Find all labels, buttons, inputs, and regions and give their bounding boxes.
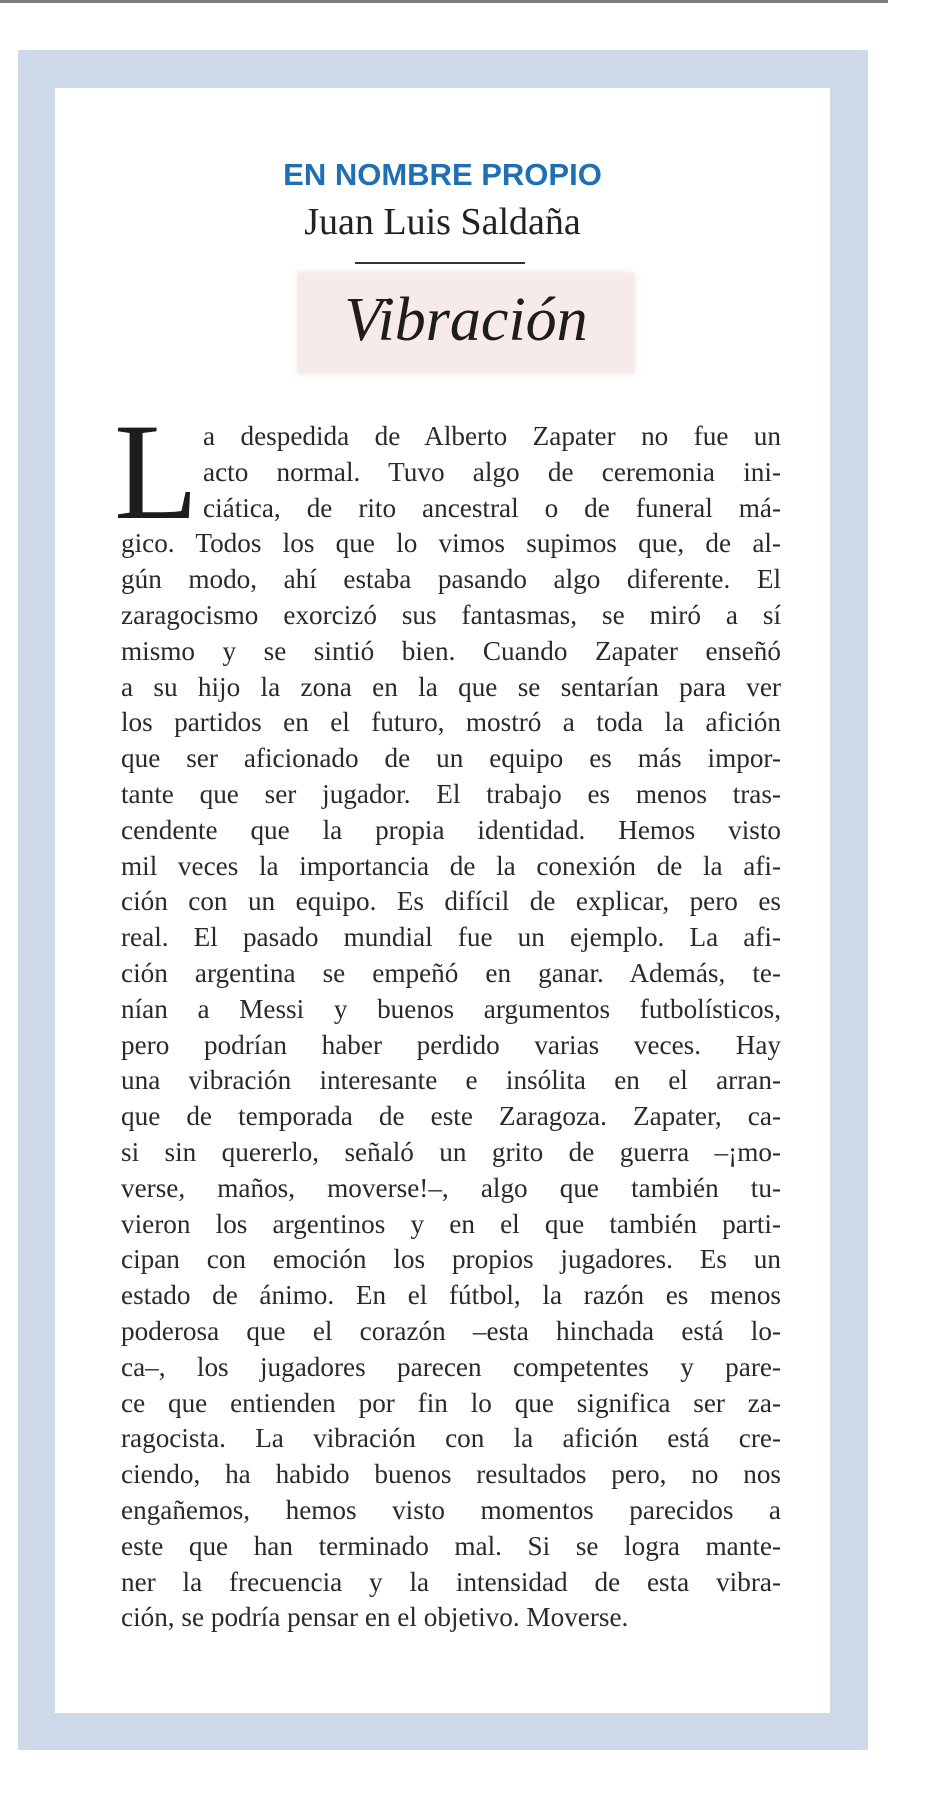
- text-line: ner la frecuencia y la intensidad de esta vibra-: [121, 1566, 781, 1597]
- text-line: gico. Todos los que lo vimos supimos que, de al-: [121, 528, 781, 559]
- text-line: ción argentina se empeñó en ganar. Además, te-: [121, 957, 781, 988]
- text-line: ciática, de rito ancestral o de funeral má-: [203, 492, 781, 523]
- divider: [355, 262, 525, 264]
- text-line: ción, se podría pensar en el objetivo. Moverse.: [121, 1602, 629, 1633]
- column-frame: [18, 50, 868, 1750]
- article-body: [114, 395, 781, 1636]
- text-line: ragocista. La vibración con la afición está cre-: [121, 1423, 781, 1454]
- text-line: los partidos en el futuro, mostró a toda la afición: [121, 707, 781, 738]
- text-line: estado de ánimo. En el fútbol, la razón es menos: [121, 1280, 781, 1311]
- text-line: vieron los argentinos y en el que también parti-: [121, 1208, 781, 1239]
- text-line: ción con un equipo. Es difícil de explicar, pero es: [121, 886, 781, 917]
- text-line: acto normal. Tuvo algo de ceremonia ini-: [203, 456, 781, 487]
- text-line: que ser aficionado de un equipo es más impor-: [121, 743, 781, 774]
- article-title: Vibración: [344, 286, 588, 354]
- column-box: [55, 88, 830, 1713]
- text-line: gún modo, ahí estaba pasando algo diferente. El: [121, 564, 781, 595]
- text-line: nían a Messi y buenos argumentos futbolísticos,: [121, 993, 781, 1024]
- text-line: una vibración interesante e insólita en el arran-: [121, 1065, 781, 1096]
- text-line: engañemos, hemos visto momentos parecidos a: [121, 1494, 781, 1525]
- text-line: cendente que la propia identidad. Hemos visto: [121, 814, 781, 845]
- text-line: que de temporada de este Zaragoza. Zapater, ca-: [121, 1101, 781, 1132]
- text-line: tante que ser jugador. El trabajo es menos tras-: [121, 778, 781, 809]
- text-line: mil veces la importancia de la conexión de la afi-: [121, 850, 781, 881]
- text-line: a su hijo la zona en la que se sentarían para ver: [121, 671, 781, 702]
- text-line: ca–, los jugadores parecen competentes y pare-: [121, 1351, 781, 1382]
- text-line: ciendo, ha habido buenos resultados pero, no nos: [121, 1459, 781, 1490]
- text-line: mismo y se sintió bien. Cuando Zapater enseñó: [121, 635, 781, 666]
- author-name: Juan Luis Saldaña: [304, 201, 581, 243]
- title-box: [298, 273, 634, 373]
- text-line: zaragocismo exorcizó sus fantasmas, se miró a sí: [121, 599, 781, 630]
- text-line: este que han terminado mal. Si se logra mante-: [121, 1530, 781, 1561]
- text-line: verse, maños, moverse!–, algo que también tu-: [121, 1172, 781, 1203]
- section-label: EN NOMBRE PROPIO: [283, 157, 602, 192]
- text-line: cipan con emoción los propios jugadores. Es un: [121, 1244, 781, 1275]
- drop-cap: L: [114, 395, 199, 548]
- top-rule: [0, 0, 888, 3]
- text-line: poderosa que el corazón –esta hinchada está lo-: [121, 1315, 781, 1346]
- text-line: a despedida de Alberto Zapater no fue un: [203, 421, 781, 451]
- article-lines: [121, 419, 781, 1636]
- text-line: real. El pasado mundial fue un ejemplo. La afi-: [121, 922, 781, 953]
- text-line: ce que entienden por fin lo que significa ser za-: [121, 1387, 781, 1418]
- text-line: pero podrían haber perdido varias veces. Hay: [121, 1029, 781, 1060]
- text-line: si sin quererlo, señaló un grito de guerra –¡mo-: [121, 1136, 781, 1167]
